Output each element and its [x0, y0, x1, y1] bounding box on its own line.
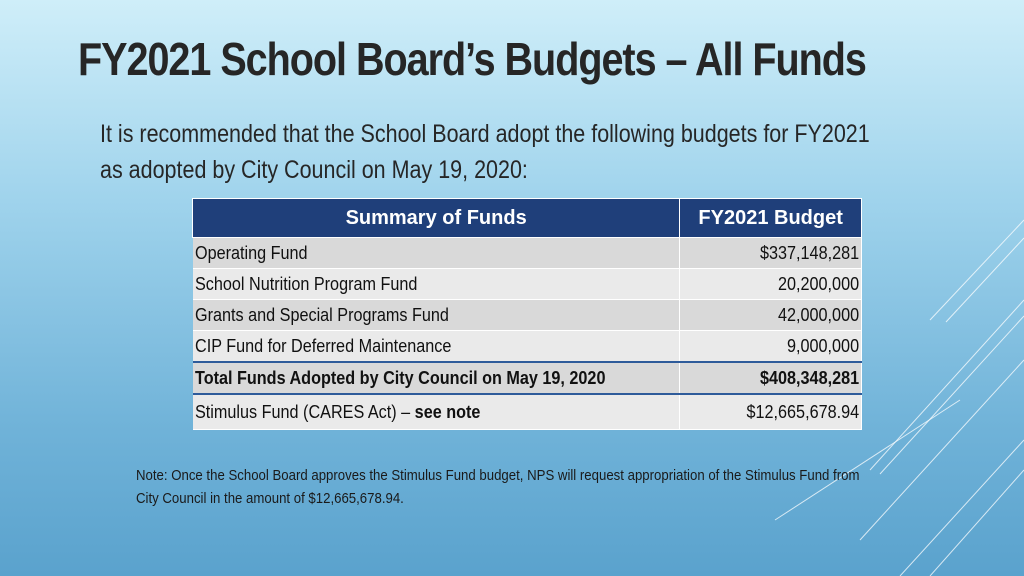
fund-name-cell: CIP Fund for Deferred Maintenance: [193, 331, 680, 363]
footnote: Note: Once the School Board approves the Stimulus Fund budget, NPS will request appropriation of the Stimulus Fund from City Council in the amount of $12,665,678.94.: [136, 467, 860, 507]
total-row: [193, 362, 862, 394]
fund-name-cell: Grants and Special Programs Fund: [193, 300, 680, 331]
table-row: [193, 300, 862, 331]
table-row: [193, 238, 862, 269]
fund-budget-cell: 9,000,000: [680, 331, 862, 363]
fund-budget-cell: $337,148,281: [680, 238, 862, 269]
slide-subtitle: It is recommended that the School Board adopt the following budgets for FY2021 as adopted by City Council on May 19, 2020:: [100, 120, 870, 184]
table-header-row: [193, 199, 862, 238]
stimulus-row: [193, 394, 862, 430]
column-header-budget: FY2021 Budget: [680, 199, 862, 238]
table-row: [193, 331, 862, 363]
funds-table: [192, 198, 862, 430]
fund-name-cell: School Nutrition Program Fund: [193, 269, 680, 300]
table-row: [193, 269, 862, 300]
fund-name-cell: Operating Fund: [193, 238, 680, 269]
stimulus-label-cell: Stimulus Fund (CARES Act) – see note: [193, 394, 680, 430]
slide-title: FY2021 School Board’s Budgets – All Funds: [78, 33, 866, 85]
fund-budget-cell: 42,000,000: [680, 300, 862, 331]
total-label-cell: Total Funds Adopted by City Council on May 19, 2020: [193, 362, 680, 394]
stimulus-budget-cell: $12,665,678.94: [680, 394, 862, 430]
total-budget-cell: $408,348,281: [680, 362, 862, 394]
column-header-summary: Summary of Funds: [193, 199, 680, 238]
see-note-label: see note: [414, 401, 480, 422]
fund-budget-cell: 20,200,000: [680, 269, 862, 300]
